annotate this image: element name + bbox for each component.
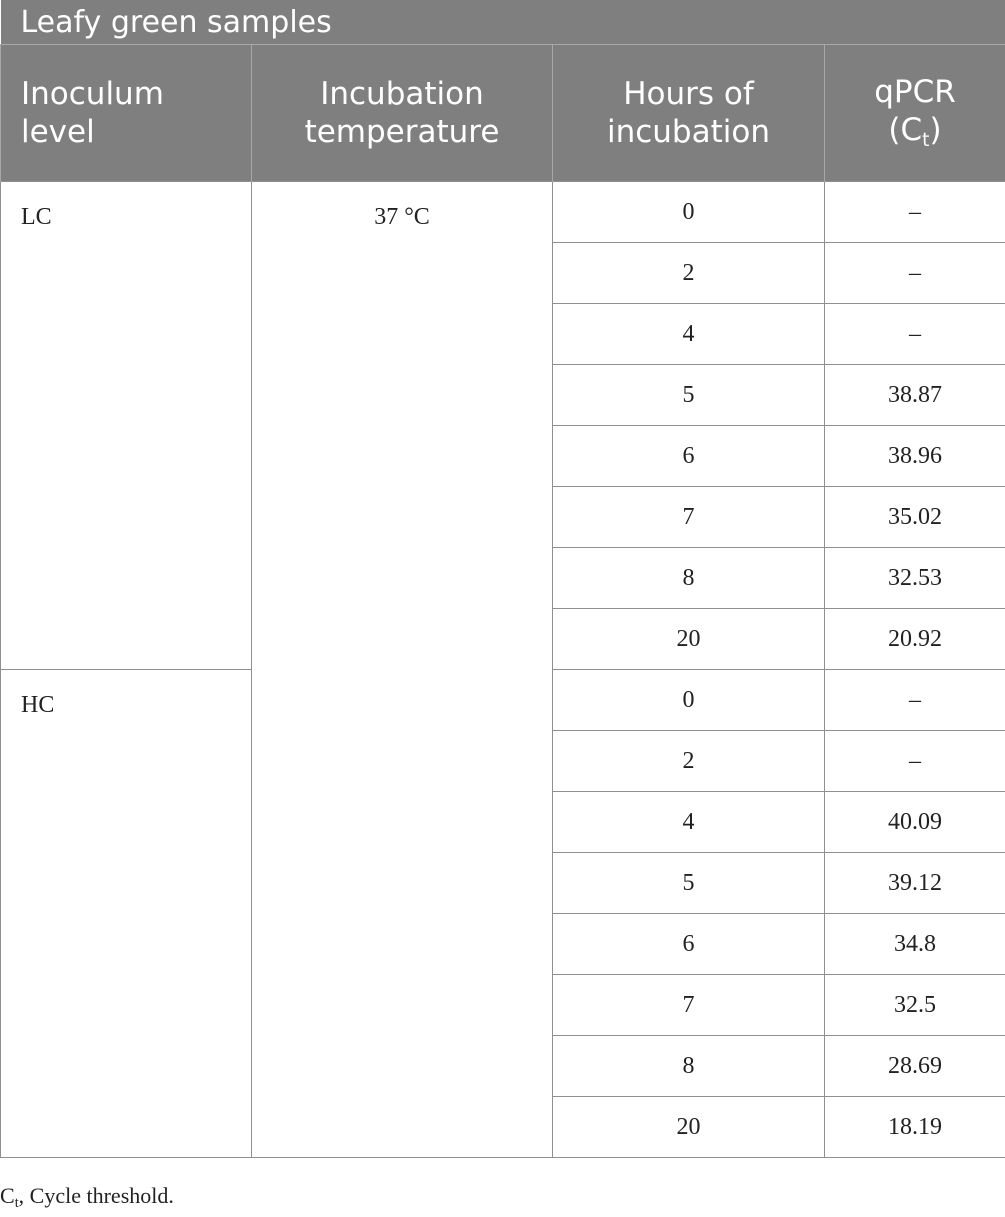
qpcr-ct-cell: 18.19 bbox=[825, 1097, 1005, 1158]
hours-cell: 5 bbox=[553, 365, 825, 426]
hours-cell: 6 bbox=[553, 426, 825, 487]
hours-cell: 0 bbox=[553, 182, 825, 243]
header-qpcr-unit-open: (C bbox=[888, 111, 923, 148]
header-inoculum-level: Inoculum level bbox=[1, 45, 252, 182]
hours-cell: 2 bbox=[553, 243, 825, 304]
hours-cell: 4 bbox=[553, 304, 825, 365]
table-row bbox=[1, 182, 1005, 243]
header-qpcr-label: qPCR bbox=[874, 73, 956, 110]
inoculum-level-cell: HC bbox=[1, 670, 252, 1158]
header-incubation-temperature: Incubation temperature bbox=[252, 45, 553, 182]
table-title: Leafy green samples bbox=[1, 0, 1005, 45]
qpcr-ct-cell: – bbox=[825, 182, 1005, 243]
footnote-abbr: C bbox=[0, 1183, 15, 1208]
table-footnote bbox=[0, 1183, 174, 1212]
table-title-row bbox=[1, 0, 1005, 45]
incubation-temperature-cell: 37 °C bbox=[252, 182, 553, 1158]
qpcr-ct-cell: 39.12 bbox=[825, 853, 1005, 914]
hours-cell: 8 bbox=[553, 548, 825, 609]
header-qpcr bbox=[825, 45, 1005, 182]
header-qpcr-unit-close: ) bbox=[929, 111, 942, 148]
qpcr-ct-cell: 34.8 bbox=[825, 914, 1005, 975]
qpcr-ct-cell: 38.96 bbox=[825, 426, 1005, 487]
header-hours-of-incubation: Hours of incubation bbox=[553, 45, 825, 182]
hours-cell: 5 bbox=[553, 853, 825, 914]
qpcr-ct-cell: 38.87 bbox=[825, 365, 1005, 426]
hours-cell: 20 bbox=[553, 1097, 825, 1158]
qpcr-ct-cell: – bbox=[825, 670, 1005, 731]
qpcr-ct-cell: 32.5 bbox=[825, 975, 1005, 1036]
hours-cell: 4 bbox=[553, 792, 825, 853]
inoculum-level-cell: LC bbox=[1, 182, 252, 670]
qpcr-ct-cell: 32.53 bbox=[825, 548, 1005, 609]
footnote-abbr-sub: t bbox=[14, 1195, 19, 1212]
footnote-text: , Cycle threshold. bbox=[18, 1183, 174, 1208]
header-qpcr-unit-sub: t bbox=[922, 130, 930, 151]
qpcr-ct-cell: – bbox=[825, 731, 1005, 792]
hours-cell: 7 bbox=[553, 487, 825, 548]
header-row bbox=[1, 45, 1005, 182]
table-body bbox=[1, 182, 1005, 1158]
qpcr-ct-cell: 35.02 bbox=[825, 487, 1005, 548]
hours-cell: 20 bbox=[553, 609, 825, 670]
hours-cell: 2 bbox=[553, 731, 825, 792]
hours-cell: 8 bbox=[553, 1036, 825, 1097]
qpcr-ct-cell: 28.69 bbox=[825, 1036, 1005, 1097]
hours-cell: 6 bbox=[553, 914, 825, 975]
hours-cell: 7 bbox=[553, 975, 825, 1036]
hours-cell: 0 bbox=[553, 670, 825, 731]
qpcr-ct-cell: – bbox=[825, 243, 1005, 304]
qpcr-ct-cell: – bbox=[825, 304, 1005, 365]
qpcr-ct-cell: 40.09 bbox=[825, 792, 1005, 853]
qpcr-ct-cell: 20.92 bbox=[825, 609, 1005, 670]
